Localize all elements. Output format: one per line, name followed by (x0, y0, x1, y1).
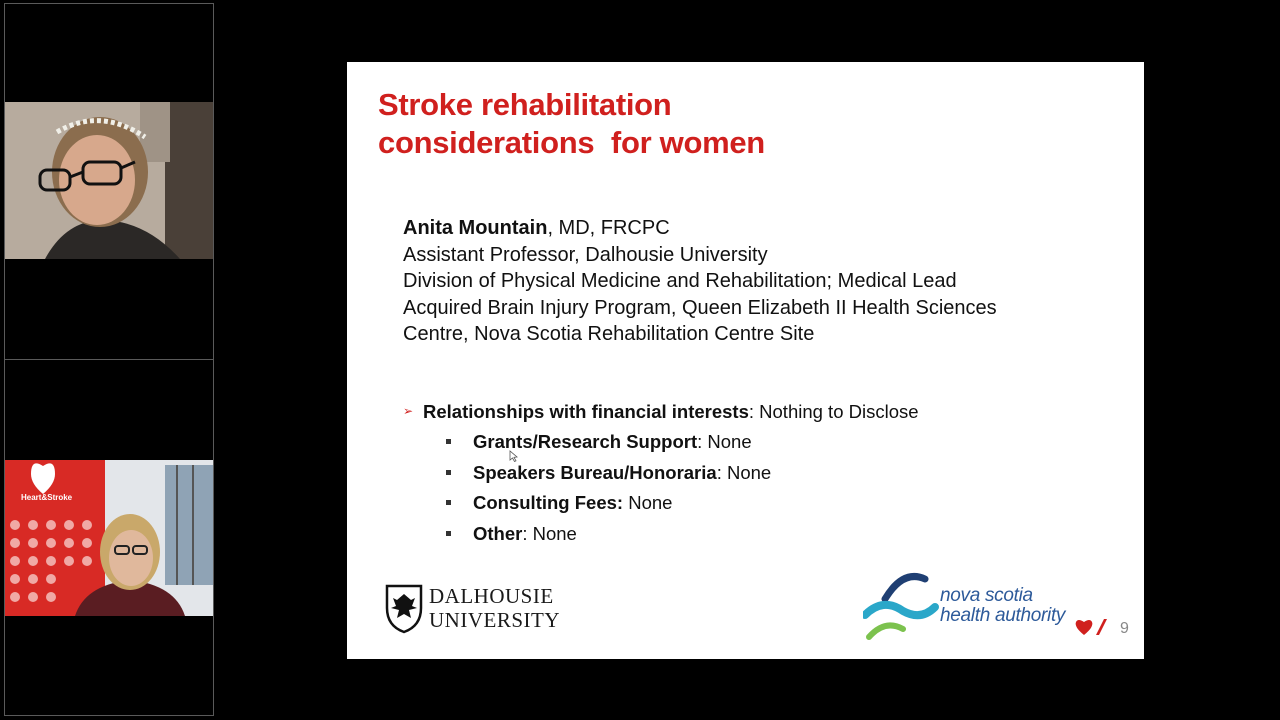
dalhousie-line-2: UNIVERSITY (429, 608, 560, 632)
speaker-line: Acquired Brain Injury Program, Queen Elizabeth II Health Sciences (403, 296, 997, 319)
disclosure-subitem (403, 523, 919, 554)
subitem-label: Grants/Research Support (473, 431, 698, 452)
disclosure-subitem (403, 492, 919, 523)
subitem-value: None (623, 492, 673, 514)
speaker-info (403, 215, 997, 348)
dalhousie-wordmark (429, 584, 560, 632)
square-bullet-icon (446, 500, 451, 505)
square-bullet-icon (446, 531, 451, 536)
disclosure-main-item (403, 401, 919, 425)
subitem-value: : None (522, 523, 577, 545)
presentation-slide (347, 62, 1144, 659)
participant-2-image (5, 460, 213, 616)
nsha-wordmark (940, 586, 1065, 626)
speaker-credentials: , MD, FRCPC (547, 217, 670, 239)
dalhousie-crest-icon (385, 584, 423, 634)
subitem-label: Other (473, 523, 523, 545)
heart-and-stroke-icon (1074, 618, 1108, 636)
subitem-value: : None (716, 461, 772, 483)
speaker-name-line (403, 215, 997, 242)
disclosure-value: : Nothing to Disclose (748, 401, 919, 422)
nsha-line-1: nova scotia (940, 585, 1033, 606)
arrow-bullet-icon: ➢ (403, 404, 414, 418)
nsha-line-2: health authority (940, 605, 1066, 626)
disclosure-subitem (403, 431, 919, 462)
participant-video-2[interactable] (5, 460, 213, 616)
disclosure-subitem (403, 462, 919, 493)
slide-title (378, 86, 765, 162)
participant-2-banner: Heart&Stroke (21, 493, 73, 502)
speaker-line: Division of Physical Medicine and Rehabilitation; Medical Lead (403, 270, 957, 292)
text-cursor-icon (509, 450, 518, 462)
disclosure-subitems (403, 431, 919, 554)
nsha-wave-icon (863, 567, 943, 642)
square-bullet-icon (446, 470, 451, 475)
speaker-line: Assistant Professor, Dalhousie University (403, 243, 768, 266)
participant-strip (4, 3, 214, 716)
disclosure-section (403, 401, 919, 554)
slide-title-line-2: considerations for women (378, 125, 765, 160)
square-bullet-icon (446, 439, 451, 444)
dalhousie-line-1: DALHOUSIE (429, 584, 554, 608)
participant-1-image (5, 102, 213, 259)
speaker-name: Anita Mountain (403, 217, 548, 239)
speaker-line: Centre, Nova Scotia Rehabilitation Centre Site (403, 323, 815, 345)
slide-title-line-1: Stroke rehabilitation (378, 87, 672, 122)
strip-divider (5, 359, 213, 360)
subitem-label: Consulting Fees: (473, 492, 624, 514)
subitem-value: : None (697, 431, 752, 452)
participant-video-1[interactable] (5, 102, 213, 259)
disclosure-label: Relationships with financial interests (423, 401, 749, 422)
slide-page-number: 9 (1120, 620, 1129, 637)
subitem-label: Speakers Bureau/Honoraria (473, 461, 717, 483)
